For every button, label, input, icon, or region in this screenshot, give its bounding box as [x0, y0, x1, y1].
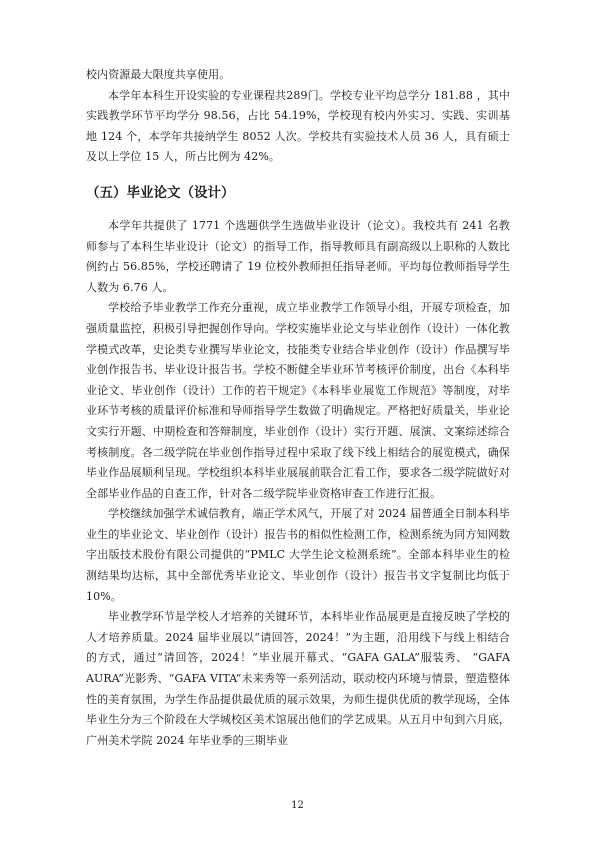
paragraph-experiment-courses: 本学年本科生开设实验的专业课程共289门。学校专业平均总学分 181.88 ，其中实践教学环节平均学分 98.56，占比 54.19%，学校现有校内外实习、实践、实训基地 124 个，本学年共接纳学生 8052 人次。学校共有实验技术人员 36 人，具有硕士及以上学位 15 人，所占比例为 42%。 — [86, 88, 510, 164]
paragraph-academic-integrity: 学校继续加强学术诚信教育，端正学术风气，开展了对 2024 届普通全日制本科毕业生的毕业论文、毕业创作（设计）报告书的相似性检测工作，检测系统为同方知网数字出版技术股份有限公司提供的“PMLC 大学生论文检测系统”。全部本科毕业生的检测结果均达标，其中全部优秀毕业论文、毕业创作（设计）报告书文字复制比均低于 10%。 — [86, 507, 510, 603]
document-body — [86, 65, 510, 751]
section-heading-thesis: （五）毕业论文（设计） — [86, 184, 235, 201]
paragraph-graduation-teaching: 学校给予毕业教学工作充分重视，成立毕业教学工作领导小组，开展专项检查，加强质量监控，积极引导把握创作导向。学校实施毕业论文与毕业创作（设计）一体化教学模式改革，史论类专业撰写毕业论文，技能类专业结合毕业创作（设计）作品撰写毕业创作报告书、毕业设计报告书。学校不断健全毕业环节考核评价制度，出台《本科毕业论文、毕业创作（设计）工作的若干规定》《本科毕业展览工作规范》等制度，对毕业环节考核的质量评价标准和导师指导学生数做了明确规定。严格把好质量关，毕业论文实行开题、中期检查和答辩制度，毕业创作（设计）实行开题、展演、文案综述综合考核制度。各二级学院在毕业创作指导过程中采取了线下线上相结合的展览模式，确保毕业作品展顺利呈现。学校组织本科毕业展展前联合汇看工作，要求各二级学院做好对全部毕业作品的自查工作，针对各二级学院毕业资格审查工作进行汇报。 — [86, 301, 510, 500]
paragraph-graduation-exhibition: 毕业教学环节是学校人才培养的关键环节，本科毕业作品展更是直接反映了学校的人才培养质量。2024 届毕业展以“请回答，2024！”为主题，沿用线下与线上相结合的方式，通过“请回答，2024！”毕业展开幕式、“GAFA GALA”服装秀、 “GAFA AURA”光影秀、“GAFA VITA”未来秀等一系列活动，联动校内环境与情景，塑造整体性的美育氛围，为学生作品提供最优质的展示效果，为师生提供优质的教学现场，全体毕业生分为三个阶段在大学城校区美术馆展出他们的学艺成果。从五月中旬到六月底，广州美术学院 2024 年毕业季的三期毕业 — [86, 610, 510, 747]
page-number: 12 — [291, 800, 304, 811]
paragraph-continuation: 校内资源最大限度共享使用。 — [86, 68, 231, 81]
paragraph-thesis-topics: 本学年共提供了 1771 个选题供学生选做毕业设计（论文）。我校共有 241 名教师参与了本科生毕业设计（论文）的指导工作，指导教师具有副高级以上职称的人数比例约占 56.85%，学校还聘请了 19 位校外教师担任指导老师。平均每位教师指导学生人数为 6.76 人。 — [86, 218, 510, 294]
